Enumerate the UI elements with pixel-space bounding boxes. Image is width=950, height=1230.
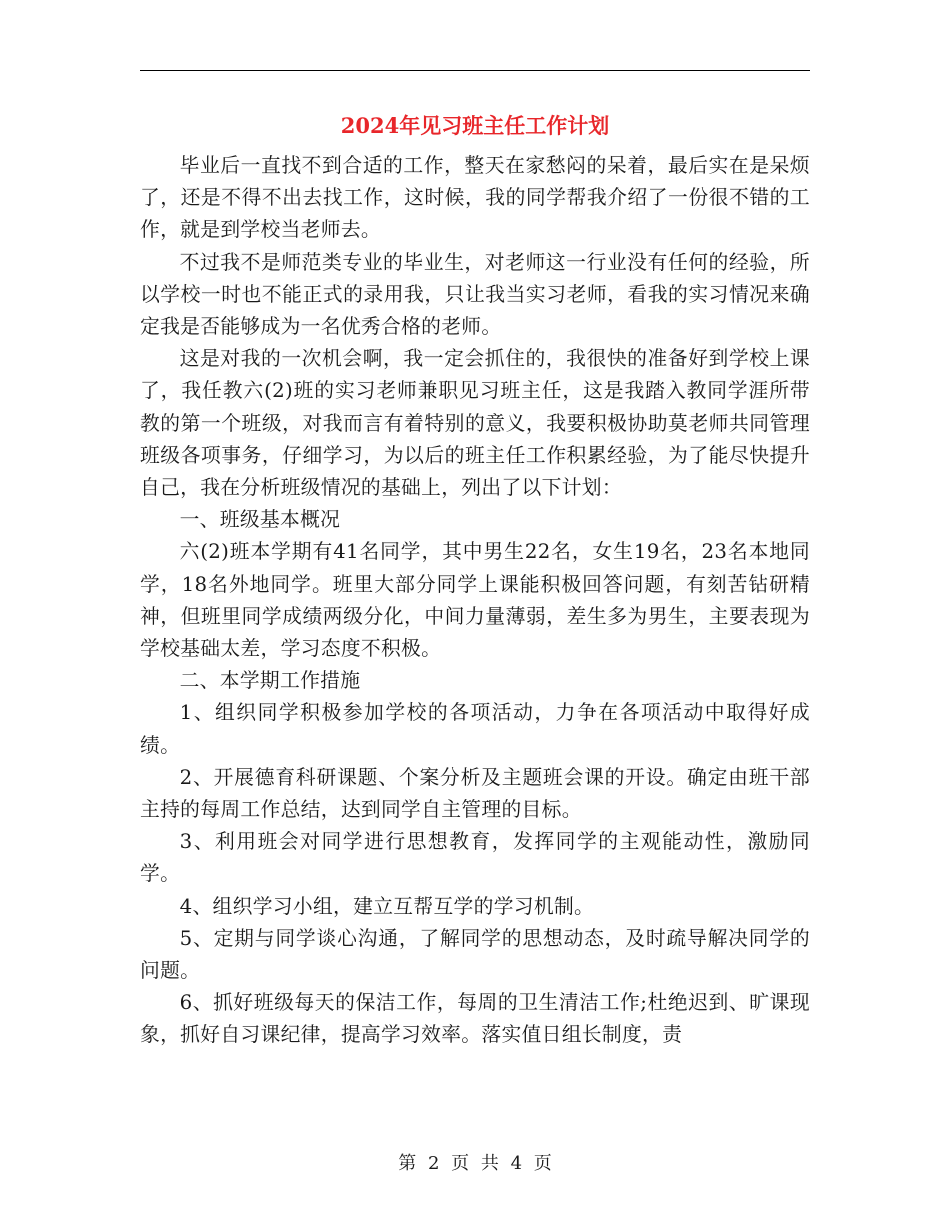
section-heading-overview: 一、班级基本概况 [179,508,341,532]
list-item-measure-3: 3、利用班会对同学进行思想教育，发挥同学的主观能动性，激励同学。 [140,830,810,886]
page-footer: 第 2 页 共 4 页 [398,1153,552,1174]
paragraph-background: 不过我不是师范类专业的毕业生，对老师这一行业没有任何的经验，所以学校一时也不能正式的录用我，只让我当实习老师，看我的实习情况来确定我是否能够成为一名优秀合格的老师。 [140,250,810,339]
paragraph-class-overview: 六(2)班本学期有41名同学，其中男生22名，女生19名，23名本地同学，18名外地同学。班里大部分同学上课能积极回答问题，有刻苦钻研精神，但班里同学成绩两级分化，中间力量薄弱，差生多为男生，主要表现为学校基础太差，学习态度不积极。 [140,540,810,661]
section-heading-measures: 二、本学期工作措施 [179,669,361,693]
paragraph-intro: 毕业后一直找不到合适的工作，整天在家愁闷的呆着，最后实在是呆烦了，还是不得不出去找工作，这时候，我的同学帮我介绍了一份很不错的工作，就是到学校当老师去。 [140,154,810,242]
list-item-measure-2: 2、开展德育科研课题、个案分析及主题班会课的开设。确定由班干部主持的每周工作总结，达到同学自主管理的目标。 [140,765,810,822]
list-item-measure-6: 6、抓好班级每天的保洁工作，每周的卫生清洁工作;杜绝迟到、旷课现象，抓好自习课纪律，提高学习效率。落实值日组长制度，责 [140,991,810,1047]
paragraph-opportunity: 这是对我的一次机会啊，我一定会抓住的，我很快的准备好到学校上课了，我任教六(2)班的实习老师兼职见习班主任，这是我踏入教同学涯所带教的第一个班级，对我而言有着特别的意义，我要积极协助莫老师共同管理班级各项事务，仔细学习，为以后的班主任工作积累经验，为了能尽快提升自己，我在分析班级情况的基础上，列出了以下计划： [140,347,810,500]
list-item-measure-4: 4、组织学习小组，建立互帮互学的学习机制。 [179,894,595,918]
document-body [140,150,810,1052]
header-rule [140,70,810,71]
list-item-measure-5: 5、定期与同学谈心沟通，了解同学的思想动态，及时疏导解决同学的问题。 [140,926,810,983]
list-item-measure-1: 1、组织同学积极参加学校的各项活动，力争在各项活动中取得好成绩。 [140,701,810,757]
document-title: 2024年见习班主任工作计划 [340,113,610,138]
